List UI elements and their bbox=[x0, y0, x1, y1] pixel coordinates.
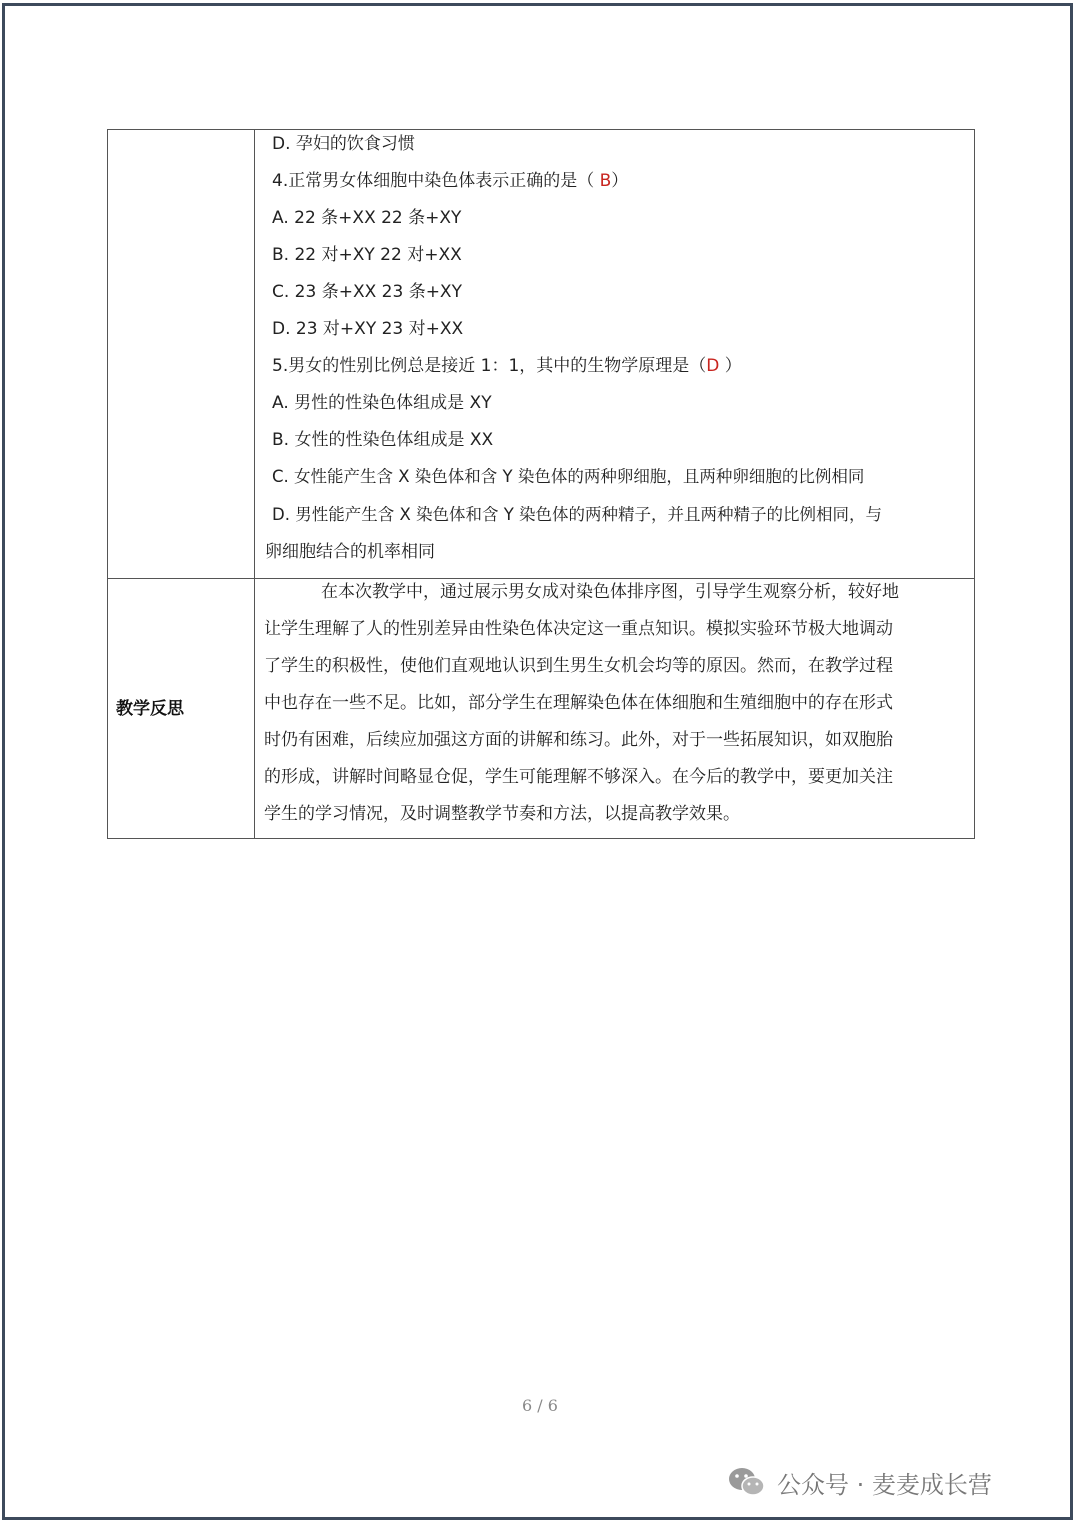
reflection-line: 在本次教学中，通过展示男女成对染色体排序图，引导学生观察分析，较好地 bbox=[321, 582, 899, 602]
reflection-line: 学生的学习情况，及时调整教学节奏和方法，以提高教学效果。 bbox=[264, 804, 740, 824]
q5-option: A. 男性的性染色体组成是 XY bbox=[272, 393, 492, 413]
reflection-label: 教学反思 bbox=[116, 699, 184, 719]
reflection-line: 的形成，讲解时间略显仓促，学生可能理解不够深入。在今后的教学中，要更加关注 bbox=[264, 767, 893, 787]
reflection-line: 让学生理解了人的性别差异由性染色体决定这一重点知识。模拟实验环节极大地调动 bbox=[264, 619, 893, 639]
reflection-line: 时仍有困难，后续应加强这方面的讲解和练习。此外，对于一些拓展知识，如双胞胎 bbox=[264, 730, 893, 750]
q5-option-continuation: 卵细胞结合的机率相同 bbox=[265, 542, 435, 562]
q5-option: D. 男性能产生含 X 染色体和含 Y 染色体的两种精子，并且两种精子的比例相同，与 bbox=[272, 505, 883, 524]
q4-option: B. 22 对+XY 22 对+XX bbox=[272, 245, 462, 265]
q4-option: D. 23 对+XY 23 对+XX bbox=[272, 319, 464, 339]
q4-option: C. 23 条+XX 23 条+XY bbox=[272, 282, 462, 302]
q4-option: A. 22 条+XX 22 条+XY bbox=[272, 208, 462, 228]
reflection-line: 中也存在一些不足。比如，部分学生在理解染色体在体细胞和生殖细胞中的存在形式 bbox=[264, 693, 893, 713]
page-number: 6 / 6 bbox=[522, 1396, 558, 1415]
q4-close: ） bbox=[611, 171, 629, 191]
q5-stem: 5.男女的性别比例总是接近 1：1，其中的生物学原理是（ bbox=[272, 356, 707, 376]
reflection-line: 了学生的积极性，使他们直观地认识到生男生女机会均等的原因。然而，在教学过程 bbox=[264, 656, 893, 676]
lesson-table bbox=[107, 129, 975, 839]
row-divider bbox=[108, 578, 974, 579]
q5-option: C. 女性能产生含 X 染色体和含 Y 染色体的两种卵细胞，且两种卵细胞的比例相同 bbox=[272, 467, 865, 486]
column-divider bbox=[254, 130, 255, 838]
q5-close: ） bbox=[719, 356, 742, 376]
q5-answer: D bbox=[706, 356, 720, 376]
q4-question bbox=[272, 170, 628, 192]
wechat-icon bbox=[727, 1465, 767, 1499]
q3-option-d: D. 孕妇的饮食习惯 bbox=[272, 134, 415, 154]
q5-option: B. 女性的性染色体组成是 XX bbox=[272, 430, 494, 450]
watermark bbox=[727, 1462, 992, 1502]
q4-stem: 4.正常男女体细胞中染色体表示正确的是（ bbox=[272, 171, 600, 191]
q5-question bbox=[272, 355, 742, 377]
watermark-text: 公众号 · 麦麦成长营 bbox=[777, 1470, 992, 1499]
q4-answer: B bbox=[599, 171, 612, 191]
